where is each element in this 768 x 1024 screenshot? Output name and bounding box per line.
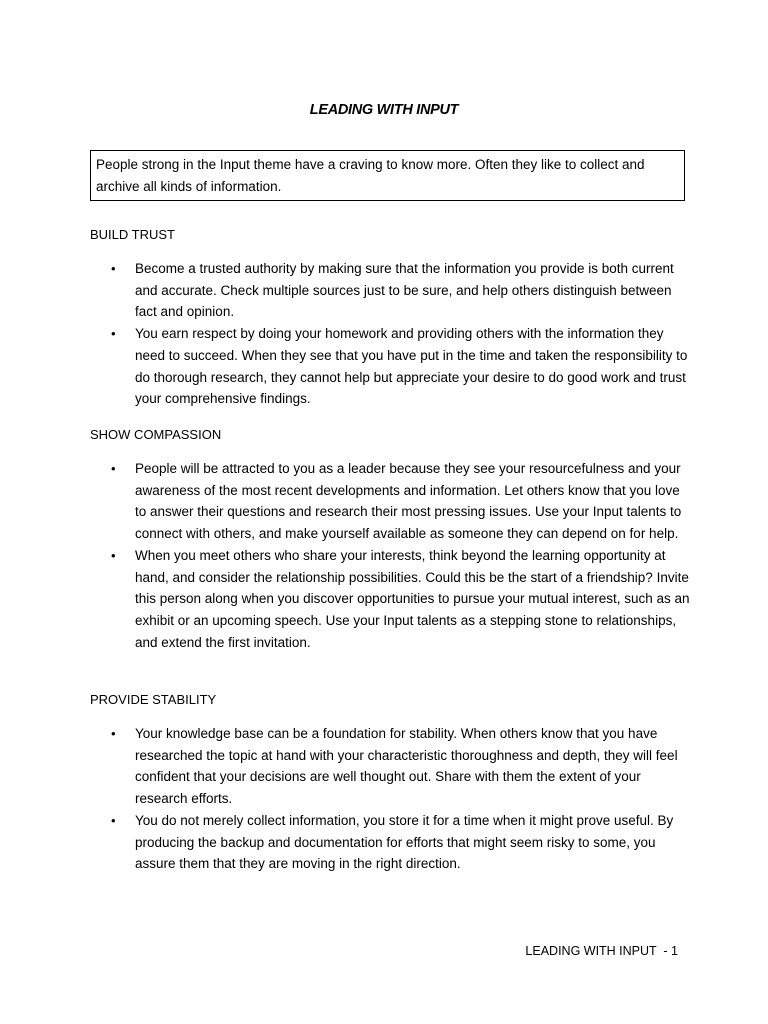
bullet-icon: • (111, 326, 116, 342)
bullet-text: Your knowledge base can be a foundation for stability. When others know that you have researched the topic at hand with your characteristic thoroughness and depth, they will feel confident that your decisions are well thought out. Share with them the extent of your research efforts. (135, 726, 678, 807)
bullet-list-show-compassion (90, 458, 690, 653)
bullet-icon: • (111, 547, 116, 563)
bullet-text: When you meet others who share your interests, think beyond the learning opportunity at hand, and consider the relationship possibilities. Could this be the start of a friendship? Invite this person along when you discover opportunities to pursue your mutual interest, such as an exhibit or an upcoming speech. Use your Input talents as a stepping stone to relationships, and extend the first invitation. (135, 547, 690, 650)
bullet-list-provide-stability (90, 723, 690, 875)
bullet-icon: • (111, 261, 116, 276)
list-item (90, 545, 690, 654)
list-item (90, 723, 690, 810)
bullet-icon: • (111, 726, 116, 741)
bullet-text: Become a trusted authority by making sure that the information you provide is both current and accurate. Check multiple sources just to be sure, and help others distinguish between fact and opinion. (135, 261, 674, 320)
section-heading-show-compassion: SHOW COMPASSION (90, 427, 222, 442)
bullet-text: You do not merely collect information, you store it for a time when it might prove useful. By producing the backup and documentation for efforts that might seem risky to some, you assure them that they are moving in the right direction. (135, 812, 674, 872)
page-footer: LEADING WITH INPUT - 1 (525, 944, 678, 958)
section-heading-provide-stability: PROVIDE STABILITY (90, 692, 217, 707)
bullet-text: You earn respect by doing your homework and providing others with the information they need to succeed. When they see that you have put in the time and taken the responsibility to do thorough research, they cannot help but appreciate your desire to do good work and trust your comprehensive findings. (135, 326, 688, 407)
intro-box: People strong in the Input theme have a craving to know more. Often they like to collect and archive all kinds of information. (90, 150, 685, 201)
list-item (90, 258, 690, 323)
list-item (90, 458, 690, 545)
bullet-icon: • (111, 461, 116, 476)
section-heading-build-trust: BUILD TRUST (90, 227, 175, 242)
bullet-list-build-trust (90, 258, 690, 410)
document-title: LEADING WITH INPUT (309, 102, 459, 118)
bullet-text: People will be attracted to you as a leader because they see your resourcefulness and your awareness of the most recent developments and information. Let others know that you love to answer their questions and research their most pressing issues. Use your Input talents to connect with others, and make yourself available as someone they can depend on for help. (135, 461, 682, 542)
list-item (90, 323, 690, 410)
list-item (90, 810, 690, 875)
bullet-icon: • (111, 812, 116, 828)
